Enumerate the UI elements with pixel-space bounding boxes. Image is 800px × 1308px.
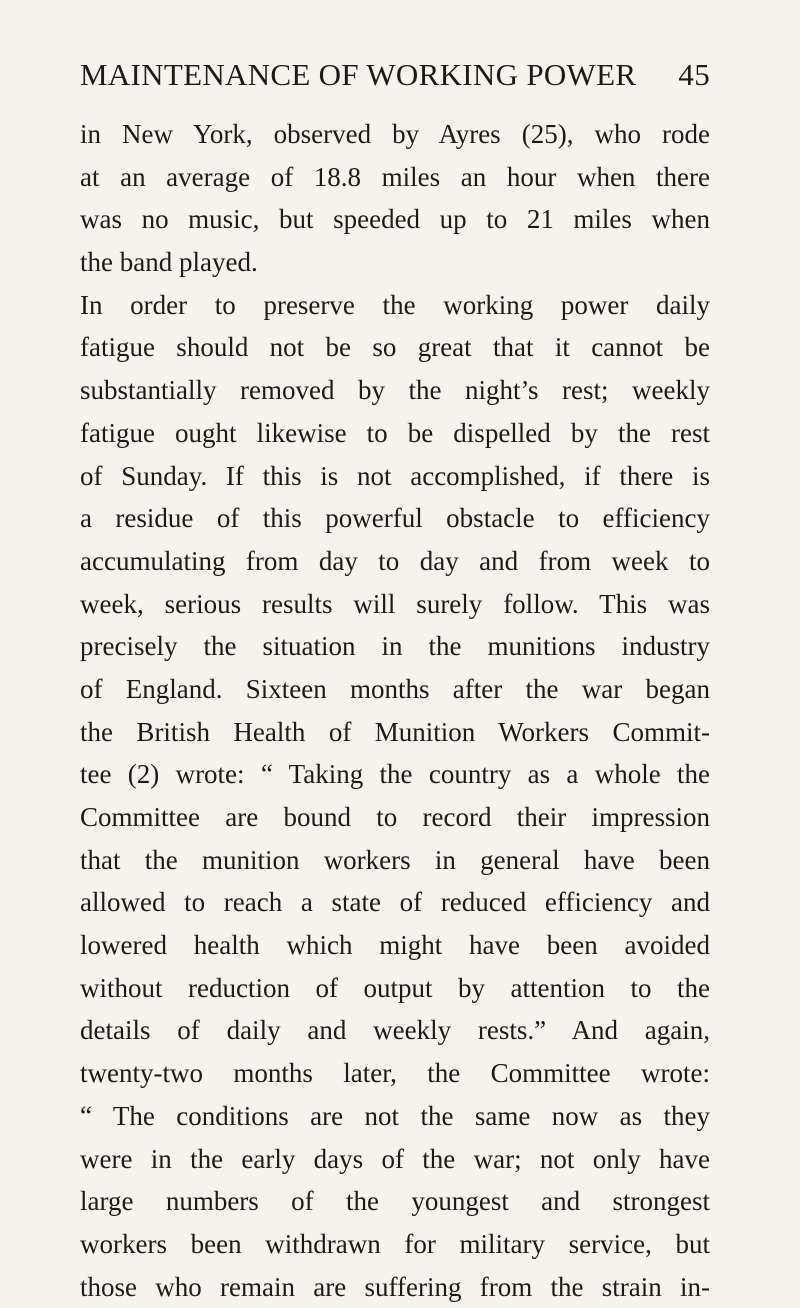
running-head bbox=[80, 55, 710, 95]
text-line: was no music, but speeded up to 21 miles when bbox=[80, 204, 710, 235]
text-line: large numbers of the youngest and strongest bbox=[80, 1186, 710, 1217]
text-line: substantially removed by the night’s rest; weekly bbox=[80, 375, 710, 406]
text-line: those who remain are suffering from the strain in- bbox=[80, 1271, 710, 1302]
text-line: that the munition workers in general have been bbox=[80, 844, 710, 875]
text-line: lowered health which might have been avoided bbox=[80, 930, 710, 961]
text-line: of England. Sixteen months after the war began bbox=[80, 673, 710, 704]
text-line: the British Health of Munition Workers Commit- bbox=[80, 716, 710, 747]
text-line: workers been withdrawn for military service, but bbox=[80, 1228, 710, 1259]
page-number: 45 bbox=[678, 57, 710, 92]
text-line: details of daily and weekly rests.” And again, bbox=[80, 1015, 710, 1046]
text-line: precisely the situation in the munitions industry bbox=[80, 631, 710, 662]
text-line: tee (2) wrote: “ Taking the country as a whole the bbox=[80, 759, 710, 790]
text-line: week, serious results will surely follow. This was bbox=[80, 588, 710, 619]
text-line: the band played. bbox=[80, 247, 258, 278]
text-line: at an average of 18.8 miles an hour when there bbox=[80, 161, 710, 192]
text-line: fatigue ought likewise to be dispelled by the rest bbox=[80, 417, 710, 448]
text-line: “ The conditions are not the same now as they bbox=[80, 1100, 710, 1131]
body-text bbox=[80, 113, 710, 1308]
text-line: twenty-two months later, the Committee wrote: bbox=[80, 1058, 710, 1089]
running-head-title: MAINTENANCE OF WORKING POWER bbox=[80, 57, 637, 92]
text-line: fatigue should not be so great that it cannot be bbox=[80, 332, 710, 363]
text-line: accumulating from day to day and from week to bbox=[80, 545, 710, 576]
text-line: without reduction of output by attention to the bbox=[80, 972, 710, 1003]
text-line: were in the early days of the war; not only have bbox=[80, 1143, 710, 1174]
text-line: of Sunday. If this is not accomplished, if there is bbox=[80, 460, 710, 491]
text-line: Committee are bound to record their impression bbox=[80, 802, 710, 832]
text-line: allowed to reach a state of reduced efficiency and bbox=[80, 887, 710, 918]
text-line: In order to preserve the working power daily bbox=[80, 289, 710, 320]
text-line: a residue of this powerful obstacle to efficiency bbox=[80, 503, 710, 534]
text-line: in New York, observed by Ayres (25), who rode bbox=[80, 119, 710, 149]
